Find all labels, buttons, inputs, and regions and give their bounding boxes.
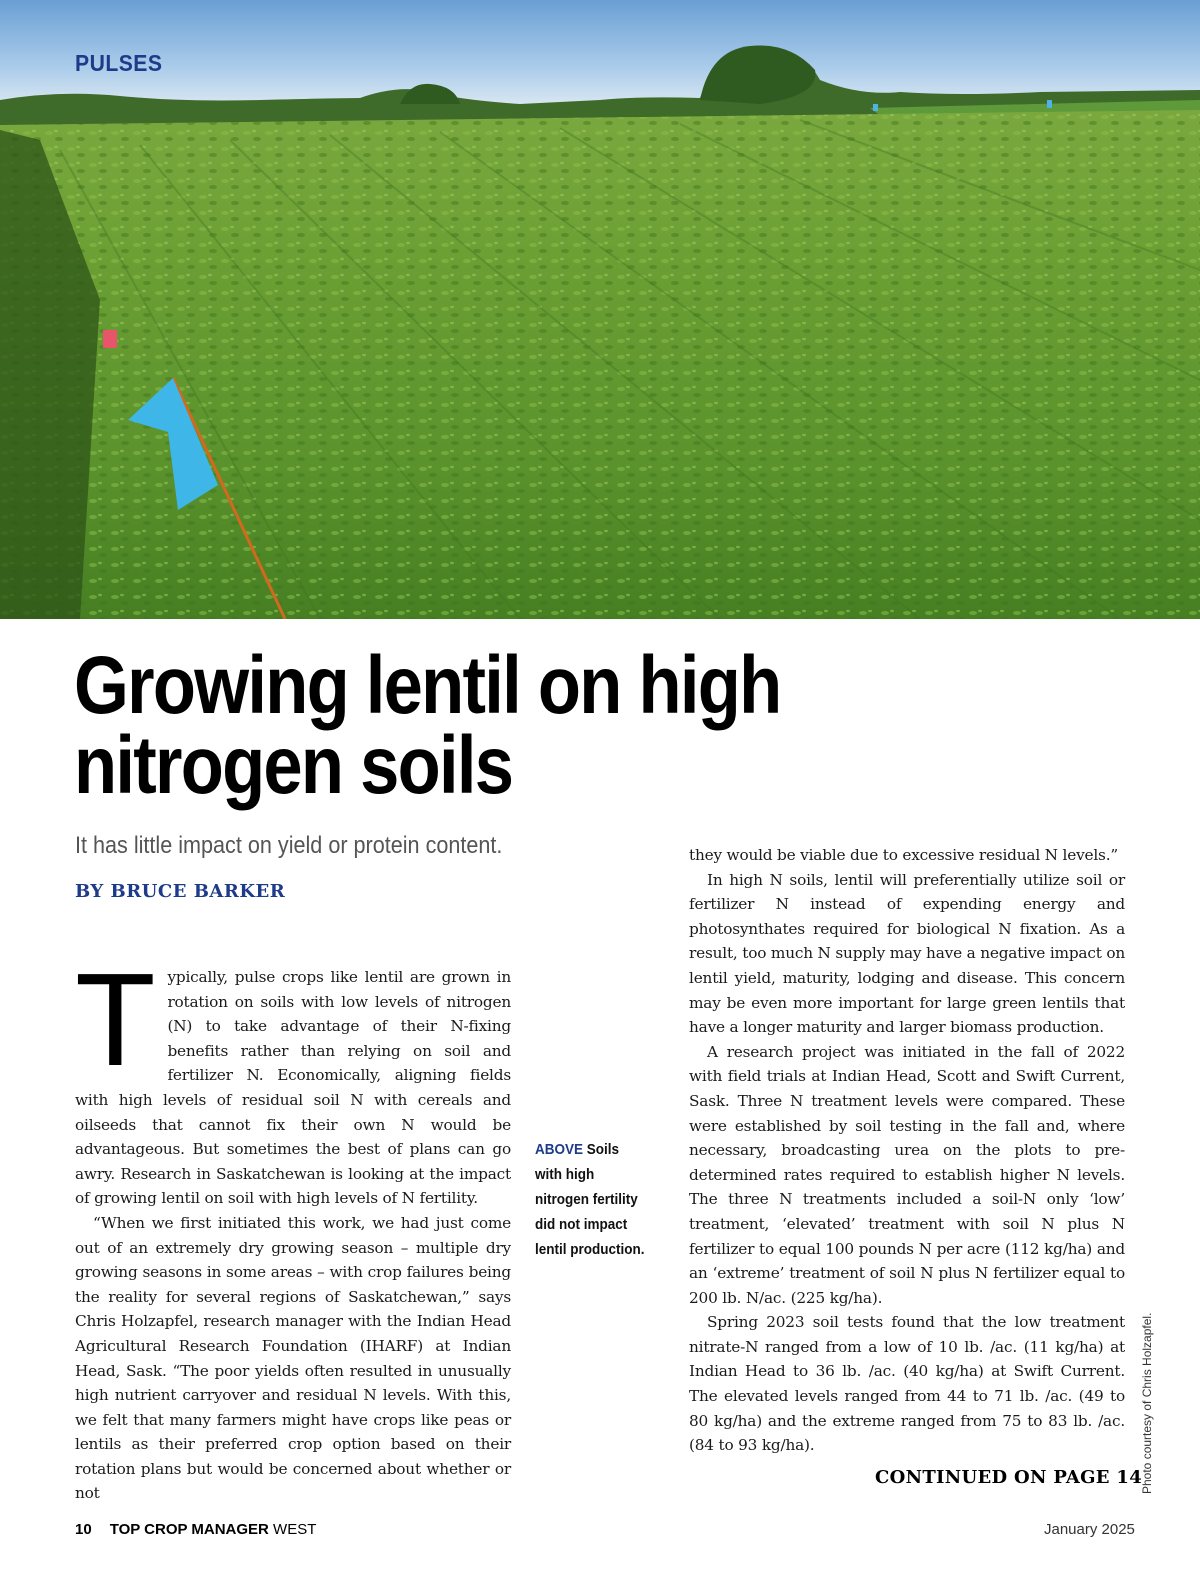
- paragraph: [75, 946, 511, 1211]
- caption-text: Soils with high nitrogen fertility did not impact lentil production.: [535, 1141, 645, 1258]
- article-deck: It has little impact on yield or protein content.: [75, 832, 503, 859]
- magazine-edition: WEST: [268, 1521, 317, 1538]
- article-headline: Growing lentil on high nitrogen soils: [74, 640, 781, 811]
- paragraph-text: ypically, pulse crops like lentil are grown in rotation on soils with low levels of nitrogen (N) to take advantage of their N-fixing benefits rather than relying on soil and fertilizer N. Economically, aligning fields with high levels of residual soil N with cereals and oilseeds that cannot fix their own N would be advantageous. But sometimes the best of plans can go awry. Research in Saskatchewan is looking at the impact of growing lentil on soil with high levels of N fertility.: [75, 968, 511, 1208]
- paragraph: “When we first initiated this work, we had just come out of an extremely dry growing season – multiple dry growing seasons in some areas – with crop failures being the reality for several regions of Saskatchewan,” says Chris Holzapfel, research manager with the Indian Head Agricultural Research Foundation (IHARF) at Indian Head, Sask. “The poor yields often resulted in unusually high nutrient carryover and residual N levels. With this, we felt that many farmers might have crops like peas or lentils as their preferred crop option based on their rotation plans but would be concerned about whether or not: [75, 1213, 511, 1503]
- magazine-name: TOP CROP MANAGER: [109, 1521, 269, 1538]
- body-column-right: [689, 843, 1125, 1458]
- photo-caption: [535, 1137, 648, 1262]
- paragraph: Spring 2023 soil tests found that the low treatment nitrate-N ranged from a low of 10 lb. /ac. (11 kg/ha) at Indian Head to 36 lb. /ac. (40 kg/ha) at Swift Current. The elevated levels ranged from 44 to 71 lb. /ac. (49 to 80 kg/ha) and the extreme ranged from 75 to 83 lb. /ac. (84 to 93 kg/ha).: [689, 1313, 1125, 1455]
- hero-photo-lentil-field: [0, 0, 1200, 619]
- body-column-left: [75, 946, 511, 1506]
- caption-tag: ABOVE: [535, 1141, 584, 1158]
- byline: BY BRUCE BARKER: [75, 881, 286, 902]
- paragraph: they would be viable due to excessive residual N levels.”: [689, 846, 1118, 864]
- footer-folio: [75, 1521, 316, 1538]
- page-number: 10: [75, 1521, 92, 1538]
- photo-credit: Photo courtesy of Chris Holzapfel.: [1140, 1312, 1154, 1494]
- continued-link[interactable]: CONTINUED ON PAGE 14: [875, 1467, 1143, 1488]
- issue-date: January 2025: [1044, 1521, 1135, 1538]
- drop-cap: T: [75, 946, 156, 1093]
- section-label: PULSES: [75, 50, 163, 76]
- field-illustration: [0, 0, 1200, 619]
- paragraph: A research project was initiated in the fall of 2022 with field trials at Indian Head, Scott and Swift Current, Sask. Three N treatment levels were compared. These were established by soil testing in the fall and, where necessary, broadcasting urea on the plots to pre-determined rates required to establish higher N levels. The three N treatments included a soil-N only ‘low’ treatment, ‘elevated’ treatment with soil N plus N fertilizer to equal 100 pounds N per acre (112 kg/ha) and an ‘extreme’ treatment of soil N plus N fertilizer equal to 200 lb. N/ac. (225 kg/ha).: [689, 1042, 1125, 1307]
- paragraph: In high N soils, lentil will preferentially utilize soil or fertilizer N instead of expending energy and photosynthates required for biological N fixation. As a result, too much N supply may have a negative impact on lentil yield, maturity, lodging and disease. This concern may be even more important for large green lentils that have a longer maturity and larger biomass production.: [689, 870, 1125, 1037]
